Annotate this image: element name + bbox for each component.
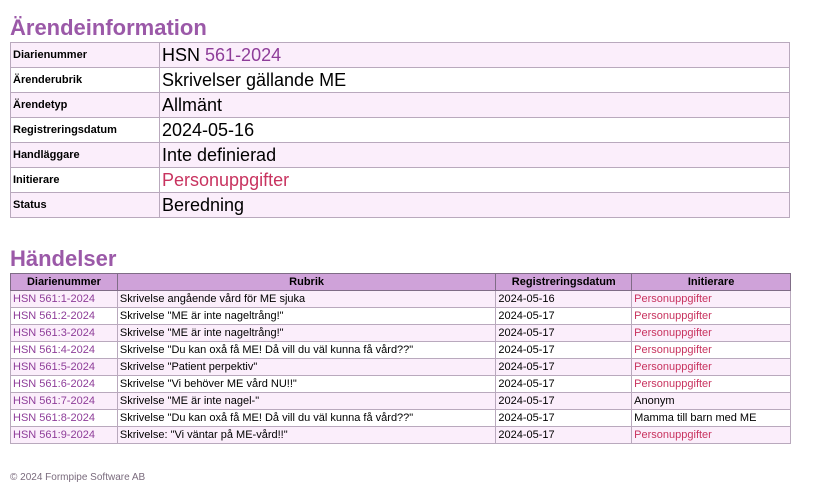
table-row: [11, 359, 791, 376]
info-label: Ärendetyp: [11, 93, 160, 118]
table-row: [11, 376, 791, 393]
row-diarienummer-link[interactable]: HSN 561:8-2024: [11, 410, 118, 427]
row-rubrik: Skrivelse "Du kan oxå få ME! Då vill du väl kunna få vård??": [117, 342, 495, 359]
info-row-arendetyp: [11, 93, 790, 118]
info-value: Allmänt: [160, 93, 790, 118]
row-datum: 2024-05-17: [496, 376, 632, 393]
table-row: [11, 291, 791, 308]
row-initierare: Mamma till barn med ME: [632, 410, 791, 427]
row-datum: 2024-05-17: [496, 342, 632, 359]
info-row-registreringsdatum: [11, 118, 790, 143]
info-label: Initierare: [11, 168, 160, 193]
info-value: Inte definierad: [160, 143, 790, 168]
row-rubrik: Skrivelse "Vi behöver ME vård NU!!": [117, 376, 495, 393]
row-initierare-link[interactable]: Personuppgifter: [632, 342, 791, 359]
column-header-rubrik[interactable]: Rubrik: [117, 274, 495, 291]
handelser-heading: Händelser: [10, 246, 117, 271]
row-rubrik: Skrivelse angående vård för ME sjuka: [117, 291, 495, 308]
page-footer: © 2024 Formpipe Software AB: [10, 472, 146, 483]
arende-heading: Ärendeinformation: [10, 15, 207, 40]
table-row: [11, 427, 791, 444]
page-content: [10, 14, 791, 444]
row-diarienummer-link[interactable]: HSN 561:6-2024: [11, 376, 118, 393]
table-row: [11, 325, 791, 342]
row-datum: 2024-05-17: [496, 410, 632, 427]
row-initierare-link[interactable]: Personuppgifter: [632, 308, 791, 325]
row-diarienummer-link[interactable]: HSN 561:2-2024: [11, 308, 118, 325]
table-row: [11, 410, 791, 427]
info-label: Ärenderubrik: [11, 68, 160, 93]
row-rubrik: Skrivelse "Du kan oxå få ME! Då vill du väl kunna få vård??": [117, 410, 495, 427]
info-value: [160, 43, 790, 68]
row-datum: 2024-05-16: [496, 291, 632, 308]
row-diarienummer-link[interactable]: HSN 561:3-2024: [11, 325, 118, 342]
arende-info-table: [10, 42, 790, 218]
diarienummer-prefix: HSN: [162, 44, 201, 65]
column-header-diarienummer[interactable]: Diarienummer: [11, 274, 118, 291]
row-datum: 2024-05-17: [496, 427, 632, 444]
row-rubrik: Skrivelse "ME är inte nageltrång!": [117, 325, 495, 342]
table-row: [11, 308, 791, 325]
info-row-arenderubrik: [11, 68, 790, 93]
handelser-table: [10, 273, 791, 444]
row-datum: 2024-05-17: [496, 393, 632, 410]
table-header-row: [11, 274, 791, 291]
row-diarienummer-link[interactable]: HSN 561:1-2024: [11, 291, 118, 308]
row-diarienummer-link[interactable]: HSN 561:9-2024: [11, 427, 118, 444]
info-value: Beredning: [160, 193, 790, 218]
row-datum: 2024-05-17: [496, 359, 632, 376]
table-row: [11, 342, 791, 359]
info-value: Skrivelser gällande ME: [160, 68, 790, 93]
info-row-status: [11, 193, 790, 218]
row-rubrik: Skrivelse "ME är inte nagel-": [117, 393, 495, 410]
info-label: Registreringsdatum: [11, 118, 160, 143]
info-row-handlaggare: [11, 143, 790, 168]
row-initierare-link[interactable]: Personuppgifter: [632, 427, 791, 444]
row-initierare-link[interactable]: Personuppgifter: [632, 291, 791, 308]
row-datum: 2024-05-17: [496, 308, 632, 325]
initierare-link[interactable]: Personuppgifter: [160, 168, 790, 193]
row-diarienummer-link[interactable]: HSN 561:5-2024: [11, 359, 118, 376]
row-initierare-link[interactable]: Personuppgifter: [632, 359, 791, 376]
info-row-diarienummer: [11, 43, 790, 68]
info-label: Status: [11, 193, 160, 218]
column-header-registreringsdatum[interactable]: Registreringsdatum: [496, 274, 632, 291]
info-label: Handläggare: [11, 143, 160, 168]
column-header-initierare[interactable]: Initierare: [632, 274, 791, 291]
row-initierare: Anonym: [632, 393, 791, 410]
row-rubrik: Skrivelse "Patient perpektiv": [117, 359, 495, 376]
row-rubrik: Skrivelse: "Vi väntar på ME-vård!!": [117, 427, 495, 444]
info-label: Diarienummer: [11, 43, 160, 68]
info-value: 2024-05-16: [160, 118, 790, 143]
info-row-initierare: [11, 168, 790, 193]
diarienummer-number: 561-2024: [205, 44, 282, 65]
row-diarienummer-link[interactable]: HSN 561:4-2024: [11, 342, 118, 359]
row-rubrik: Skrivelse "ME är inte nageltrång!": [117, 308, 495, 325]
table-row: [11, 393, 791, 410]
row-diarienummer-link[interactable]: HSN 561:7-2024: [11, 393, 118, 410]
row-initierare-link[interactable]: Personuppgifter: [632, 376, 791, 393]
row-initierare-link[interactable]: Personuppgifter: [632, 325, 791, 342]
row-datum: 2024-05-17: [496, 325, 632, 342]
